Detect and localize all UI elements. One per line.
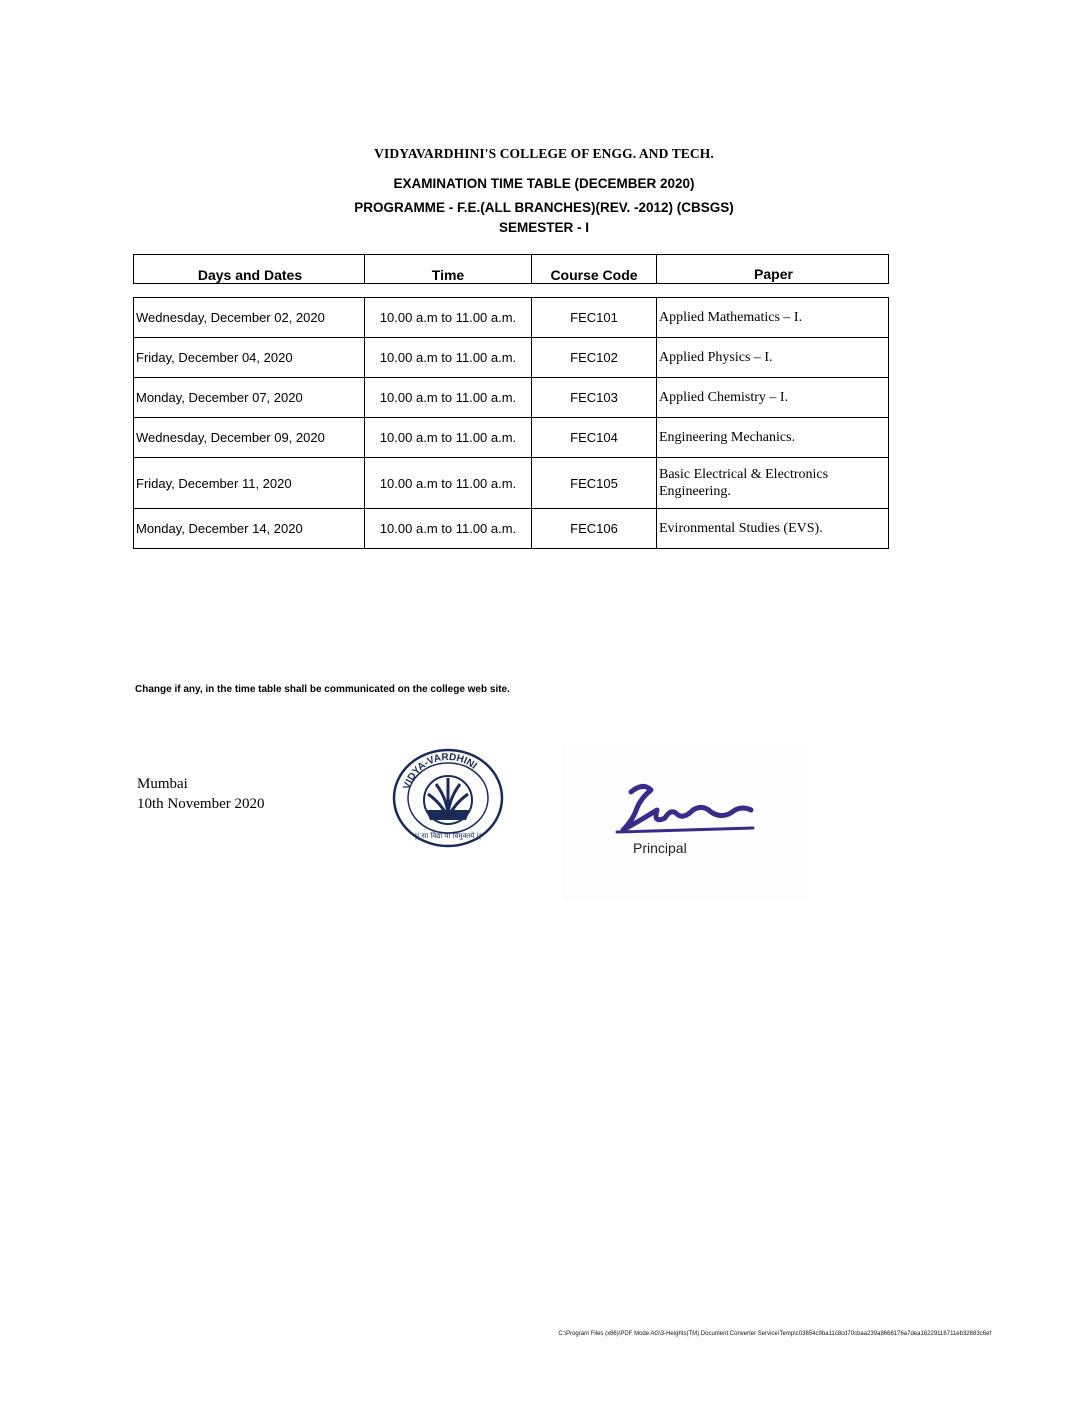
table-row: [134, 458, 889, 509]
code-cell: FEC105: [532, 458, 657, 509]
paper-cell: Evironmental Studies (EVS).: [657, 509, 889, 549]
table-row: [134, 378, 889, 418]
date-cell: Monday, December 07, 2020: [134, 378, 365, 418]
code-cell: FEC102: [532, 338, 657, 378]
paper-cell: Applied Chemistry – I.: [657, 378, 889, 418]
time-cell: 10.00 a.m to 11.00 a.m.: [365, 418, 532, 458]
paper-cell: Applied Mathematics – I.: [657, 298, 889, 338]
table-row: [134, 418, 889, 458]
table-row: [134, 298, 889, 338]
change-note: Change if any, in the time table shall be communicated on the college web site.: [135, 684, 510, 695]
code-cell: FEC104: [532, 418, 657, 458]
date-cell: Monday, December 14, 2020: [134, 509, 365, 549]
semester-title: SEMESTER - I: [498, 220, 589, 235]
column-header-time: Time: [365, 255, 532, 284]
date-cell: Friday, December 11, 2020: [134, 458, 365, 509]
principal-signature-icon: [613, 780, 763, 840]
date-cell: Wednesday, December 09, 2020: [134, 418, 365, 458]
code-cell: FEC101: [532, 298, 657, 338]
time-cell: 10.00 a.m to 11.00 a.m.: [365, 298, 532, 338]
column-header-dates: Days and Dates: [134, 255, 365, 284]
svg-text:|| सा विद्या या विमुक्तये ||: || सा विद्या या विमुक्तये ||: [414, 832, 482, 840]
time-cell: 10.00 a.m to 11.00 a.m.: [365, 509, 532, 549]
file-path-footer: C:\Program Files (x86)\PDF Mode AG\3-Heights(TM) Document Converter Service\Temp\c03654c9ba11c8cd70cbaa239a8666176a7dea16229116711eb32683c6ef: [558, 1331, 991, 1337]
exam-title: EXAMINATION TIME TABLE (DECEMBER 2020): [393, 176, 695, 191]
principal-label: Principal: [633, 840, 687, 856]
college-name: VIDYAVARDHINI'S COLLEGE OF ENGG. AND TECH.: [374, 146, 714, 161]
column-header-code: Course Code: [532, 255, 657, 284]
issue-date: 10th November 2020: [137, 796, 265, 812]
timetable: [133, 297, 889, 549]
signature-block: [563, 742, 808, 900]
time-cell: 10.00 a.m to 11.00 a.m.: [365, 338, 532, 378]
svg-text:VIDYA-VARDHINI: VIDYA-VARDHINI: [401, 751, 479, 792]
column-header-paper: Paper: [657, 255, 889, 284]
date-cell: Friday, December 04, 2020: [134, 338, 365, 378]
code-cell: FEC103: [532, 378, 657, 418]
table-row: [134, 509, 889, 549]
paper-cell: Applied Physics – I.: [657, 338, 889, 378]
programme-title: PROGRAMME - F.E.(ALL BRANCHES)(REV. -2012) (CBSGS): [354, 200, 734, 215]
time-cell: 10.00 a.m to 11.00 a.m.: [365, 378, 532, 418]
college-seal-icon: [392, 748, 504, 848]
place: Mumbai: [137, 776, 188, 792]
code-cell: FEC106: [532, 509, 657, 549]
paper-cell: Engineering Mechanics.: [657, 418, 889, 458]
table-header: [133, 254, 889, 284]
paper-cell: Basic Electrical & Electronics Engineering.: [657, 458, 889, 509]
table-row: [134, 338, 889, 378]
time-cell: 10.00 a.m to 11.00 a.m.: [365, 458, 532, 509]
date-cell: Wednesday, December 02, 2020: [134, 298, 365, 338]
place-date-block: [137, 774, 264, 814]
